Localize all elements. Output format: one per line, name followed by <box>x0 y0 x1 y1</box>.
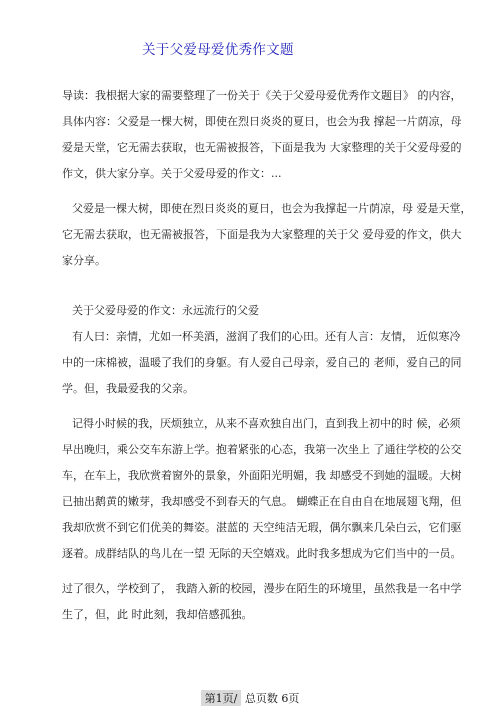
text-line: 导读：我根据大家的需要整理了一份关于《关于父爱母爱优秀作文题目》 的内容， <box>62 89 462 102</box>
text-line: 过了很久，学校到了， 我踏入新的校园，漫步在陌生的环境里，虽然我是一名中学 <box>62 582 462 595</box>
text-line: 爱是天堂，它无需去获取，也无需被报答，下面是我为 大家整理的关于父爱母爱的 <box>62 141 462 154</box>
text-line: 生了，但，此 时此刻，我却倍感孤独。 <box>62 608 253 621</box>
text-line: 逐着。成群结队的鸟儿在一望 无际的天空嬉戏。此时我多想成为它们当中的一员。 <box>62 547 462 560</box>
text-line: 车，在车上，我欣赏着窗外的景象，外面阳光明媚，我 却感受不到她的温暖。大树 <box>62 469 462 482</box>
text-line: 具体内容：父爱是一棵大树，即使在烈日炎炎的夏日，也会为我 撑起一片荫凉，母 <box>62 115 462 128</box>
page-number: 第1页/ <box>201 690 242 706</box>
text-line: 学。但，我最爱我的父亲。 <box>62 382 194 395</box>
text-line: 已抽出鹅黄的嫩芽，我却感受不到春天的气息。 蝴蝶正在自由自在地展翅飞翔，但 <box>62 495 462 508</box>
text-line: 父爱是一棵大树，即使在烈日炎炎的夏日，也会为我撑起一片荫凉，母 爱是天堂， <box>72 202 472 215</box>
text-line: 早出晚归，乘公交车东游上学。抱着紧张的心态，我第一次坐上 了通往学校的公交 <box>62 443 462 456</box>
text-line: 作文，供大家分享。关于父爱母爱的作文：... <box>62 167 282 180</box>
text-line: 中的一床棉被，温暖了我们的身躯。有人爱自己母亲，爱自己的 老师，爱自己的同 <box>62 356 462 369</box>
page-footer <box>0 690 500 706</box>
page-total: 总页数 6页 <box>241 692 300 705</box>
document-title: 关于父爱母爱优秀作文题 <box>142 42 294 58</box>
text-line: 它无需去获取，也无需被报答，下面是我为大家整理的关于父 爱母爱的作文，供大 <box>62 228 462 241</box>
text-line: 关于父爱母爱的作文：永远流行的父爱 <box>72 304 259 317</box>
text-line: 有人曰：亲情，尤如一杯美酒，滋润了我们的心田。还有人言：友情， 近似寒冷 <box>72 330 461 343</box>
text-line: 记得小时候的我，厌烦独立，从来不喜欢独自出门，直到我上初中的时 候，必须 <box>72 417 461 430</box>
text-line: 我却欣赏不到它们优美的舞姿。湛蓝的 天空纯洁无瑕，偶尔飘来几朵白云，它们驱 <box>62 521 462 534</box>
text-line: 家分享。 <box>62 254 106 267</box>
